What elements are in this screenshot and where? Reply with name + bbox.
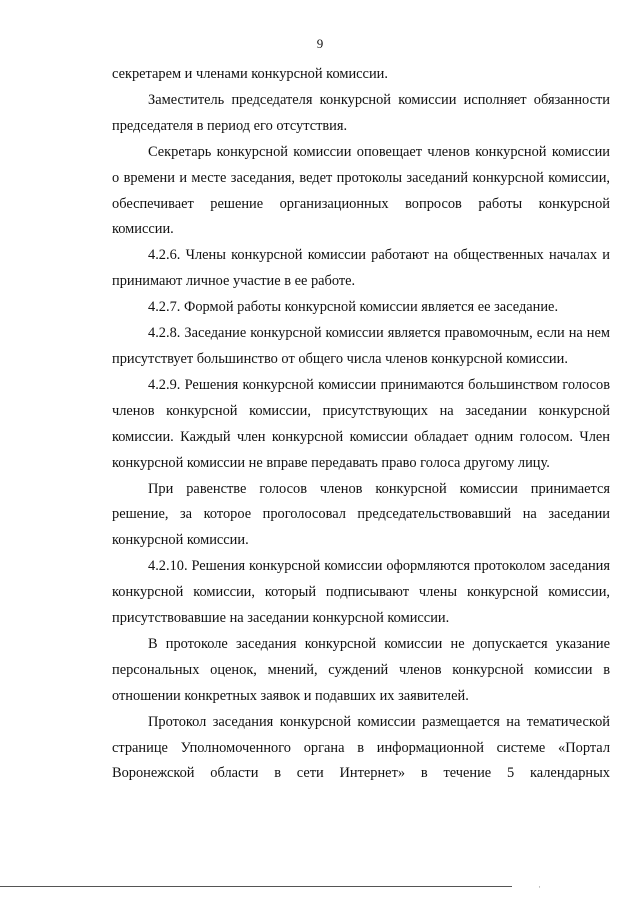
paragraph-8: При равенстве голосов членов конкурсной комиссии принимается решение, за которое проголосовал председательствовавший на заседании конкурсной комиссии. bbox=[112, 480, 610, 549]
paragraph-6: 4.2.8. Заседание конкурсной комиссии является правомочным, если на нем присутствует большинство от общего числа членов конкурсной комиссии. bbox=[112, 325, 610, 367]
paragraph-11: Протокол заседания конкурсной комиссии размещается на тематической странице Уполномоченного органа в информационной системе «Портал Воронежской области в сети Интернет» в течение 5 календарных bbox=[112, 713, 610, 782]
paragraph-7: 4.2.9. Решения конкурсной комиссии принимаются большинством голосов членов конкурсной комиссии, присутствующих на заседании конкурсной комиссии. Каждый член конкурсной комиссии обладает одним голосом. Член конкурсной комиссии не вправе передавать право голоса другому лицу. bbox=[112, 376, 610, 471]
paragraph-3: Секретарь конкурсной комиссии оповещает членов конкурсной комиссии о времени и месте заседания, ведет протоколы заседаний конкурсной комиссии, обеспечивает решение организационных вопросов работы конкурсной комиссии. bbox=[112, 143, 610, 238]
paragraph-1: секретарем и членами конкурсной комиссии. bbox=[112, 66, 388, 82]
footer-rule bbox=[0, 886, 512, 887]
paragraph-5: 4.2.7. Формой работы конкурсной комиссии является ее заседание. bbox=[148, 299, 559, 316]
paragraph-9: 4.2.10. Решения конкурсной комиссии оформляются протоколом заседания конкурсной комиссии, который подписывают члены конкурсной комиссии, присутствовавшие на заседании конкурсной комиссии. bbox=[112, 558, 610, 627]
paragraph-2: Заместитель председателя конкурсной комиссии исполняет обязанности председателя в период его отсутствия. bbox=[112, 91, 610, 134]
scan-mark: · bbox=[538, 882, 541, 892]
paragraph-10: В протоколе заседания конкурсной комиссии не допускается указание персональных оценок, мнений, суждений членов конкурсной комиссии в отношении конкретных заявок и подавших их заявителей. bbox=[112, 635, 610, 704]
paragraph-4: 4.2.6. Члены конкурсной комиссии работают на общественных началах и принимают личное участие в ее работе. bbox=[112, 247, 610, 290]
document-body bbox=[112, 62, 610, 787]
page-number: 9 bbox=[316, 36, 324, 51]
